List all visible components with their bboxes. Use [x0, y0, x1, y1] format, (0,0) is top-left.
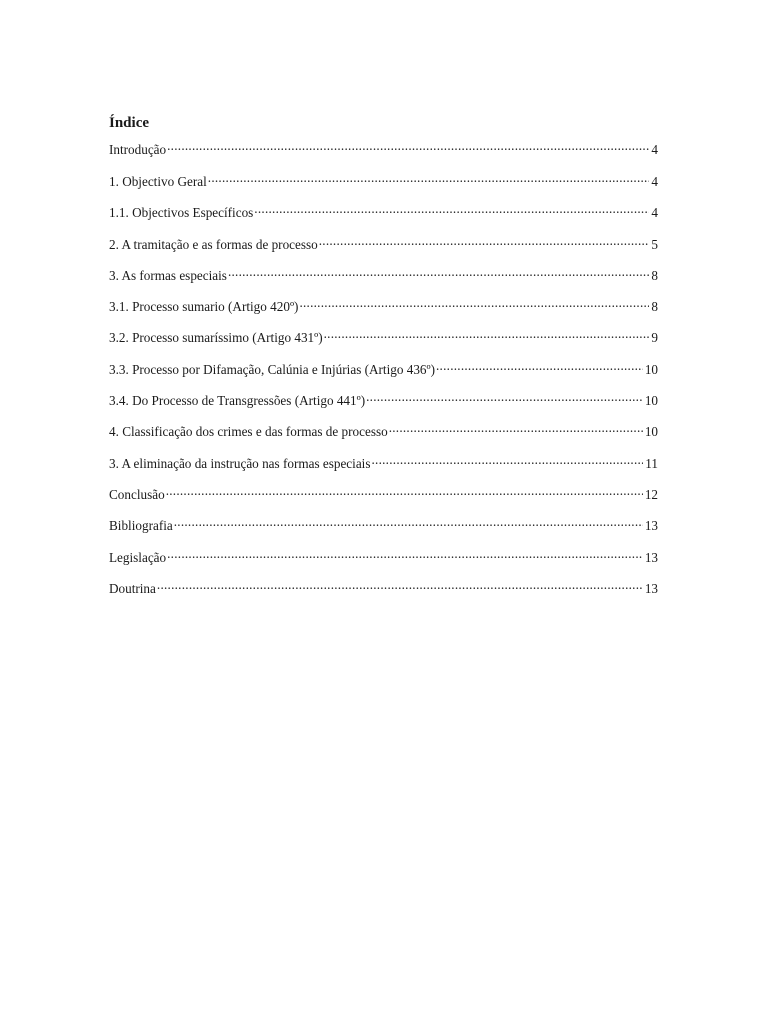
toc-entry-difamacao[interactable] [109, 358, 658, 389]
toc-entry-transgressoes[interactable] [109, 389, 658, 420]
toc-entry-page: 12 [644, 486, 658, 502]
toc-entry-page: 10 [644, 424, 658, 440]
toc-entry-objectivo-geral[interactable] [109, 170, 658, 201]
toc-entry-label: 3. A eliminação da instrução nas formas especiais [109, 455, 371, 471]
table-of-contents [109, 114, 658, 608]
toc-entry-label: 1. Objectivo Geral [109, 174, 207, 189]
toc-entry-label: Bibliografia [109, 518, 173, 534]
toc-entry-introducao[interactable] [109, 138, 658, 170]
toc-entry-label: Doutrina [109, 580, 156, 596]
toc-entry-page: 4 [651, 205, 658, 221]
toc-dot-leader [228, 264, 649, 280]
toc-dot-leader [299, 295, 649, 311]
toc-dot-leader [319, 233, 650, 249]
toc-entry-doutrina[interactable] [109, 577, 658, 608]
toc-entry-page: 10 [644, 361, 658, 377]
toc-entry-classificacao[interactable] [109, 420, 658, 451]
toc-entry-legislacao[interactable] [109, 546, 658, 577]
toc-entry-bibliografia[interactable] [109, 514, 658, 545]
toc-entry-processo-sumarissimo[interactable] [109, 326, 658, 357]
toc-entry-label: Conclusão [109, 486, 165, 502]
toc-entry-formas-especiais[interactable] [109, 264, 658, 295]
toc-entry-page: 8 [651, 299, 658, 315]
toc-title: Índice [109, 115, 150, 131]
toc-entry-label: Introdução [109, 142, 167, 157]
toc-dot-leader [436, 358, 643, 374]
toc-list [109, 138, 658, 608]
toc-entry-page: 11 [645, 455, 658, 471]
toc-entry-label: 3.1. Processo sumario (Artigo 420º) [109, 299, 299, 315]
toc-dot-leader [167, 138, 649, 154]
toc-entry-label: 3.3. Processo por Difamação, Calúnia e Injúrias (Artigo 436º) [109, 361, 435, 377]
toc-dot-leader [166, 483, 643, 499]
toc-entry-label: Legislação [109, 549, 167, 565]
toc-entry-page: 4 [651, 174, 658, 189]
toc-dot-leader [324, 326, 650, 342]
toc-entry-label: 3.2. Processo sumaríssimo (Artigo 431º) [109, 330, 323, 346]
toc-entry-conclusao[interactable] [109, 483, 658, 514]
toc-dot-leader [174, 514, 643, 530]
toc-entry-label: 3.4. Do Processo de Transgressões (Artigo 441º) [109, 393, 366, 409]
toc-entry-page: 10 [644, 393, 658, 409]
toc-dot-leader [254, 201, 649, 217]
toc-dot-leader [208, 170, 650, 186]
toc-dot-leader [389, 420, 643, 436]
toc-entry-objectivos-especificos[interactable] [109, 201, 658, 232]
toc-entry-eliminacao-instrucao[interactable] [109, 452, 658, 483]
toc-dot-leader [157, 577, 643, 593]
toc-entry-tramitacao[interactable] [109, 233, 658, 264]
toc-entry-label: 1.1. Objectivos Específicos [109, 205, 254, 221]
toc-entry-processo-sumario[interactable] [109, 295, 658, 326]
toc-entry-page: 9 [651, 330, 658, 346]
toc-dot-leader [167, 546, 643, 562]
toc-entry-label: 3. As formas especiais [109, 267, 227, 283]
toc-entry-page: 13 [644, 518, 658, 534]
toc-entry-page: 8 [651, 267, 658, 283]
toc-entry-label: 2. A tramitação e as formas de processo [109, 236, 318, 252]
toc-entry-label: 4. Classificação dos crimes e das formas de processo [109, 424, 388, 440]
toc-entry-page: 13 [644, 549, 658, 565]
toc-entry-page: 13 [644, 580, 658, 596]
toc-entry-page: 4 [651, 142, 658, 157]
toc-entry-page: 5 [651, 236, 658, 252]
toc-dot-leader [366, 389, 643, 405]
toc-dot-leader [371, 452, 643, 468]
